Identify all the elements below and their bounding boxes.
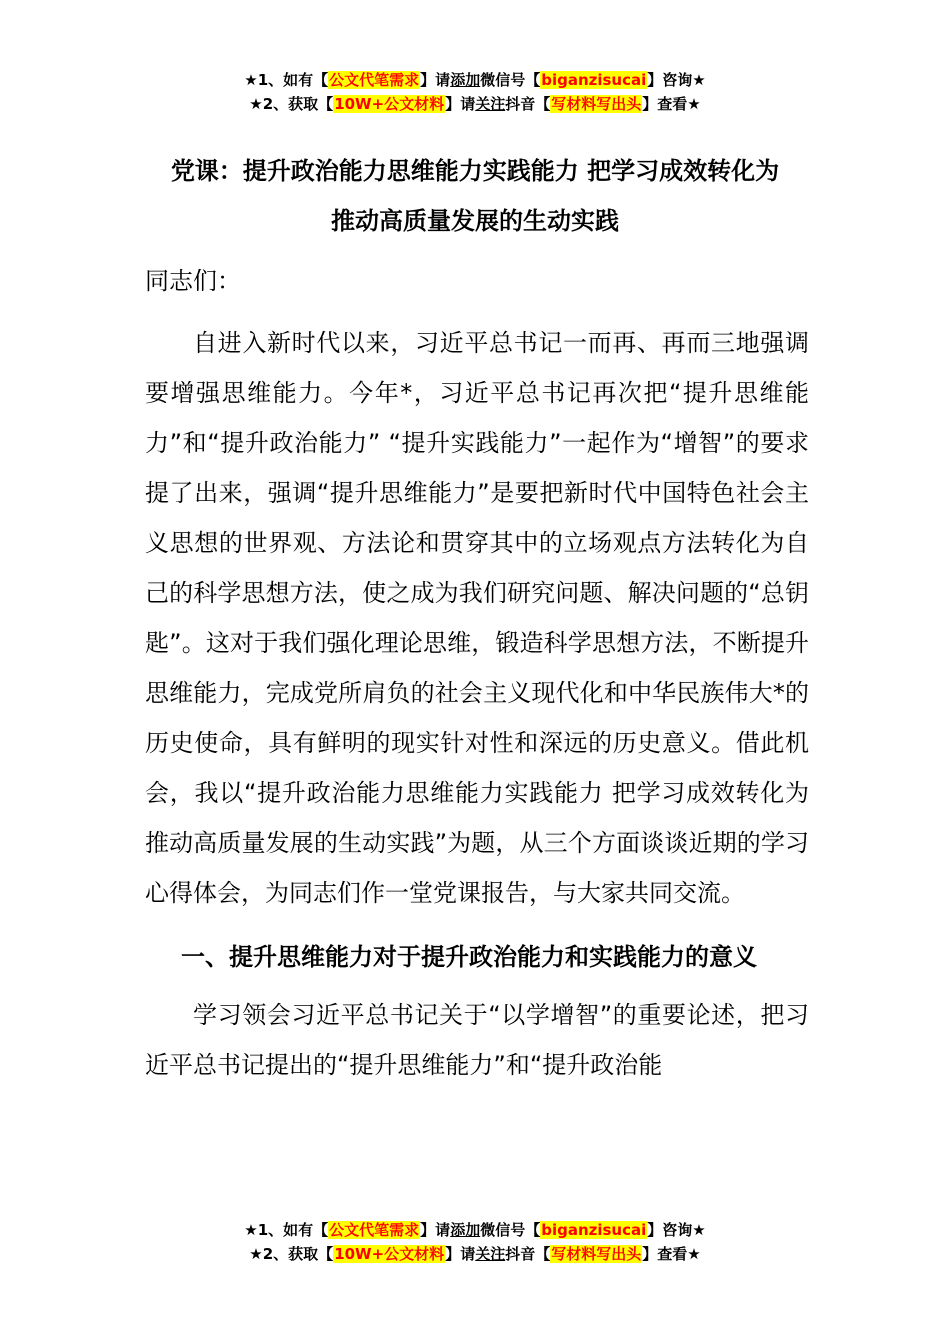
notice-highlight-wechat-id: biganzisucai [541, 1221, 647, 1239]
notice-highlight-service: 公文代笔需求 [329, 1221, 420, 1239]
title-line-1: 党课：提升政治能力思维能力实践能力 把学习成效转化为 [170, 157, 780, 185]
header-notice [0, 68, 950, 116]
greeting: 同志们： [145, 267, 241, 295]
notice-line-1: ★1、如有【公文代笔需求】请添加微信号【biganzisucai】咨询★ [244, 71, 706, 89]
paragraph: 自进入新时代以来，习近平总书记一而再、再而三地强调要增强思维能力。今年*，习近平总书记再次把“提升思维能力”和“提升政治能力” “提升实践能力”一起作为“增智”的要求提了出来，强调“提升思维能力”是要把新时代中国特色社会主义思想的世界观、方法论和贯穿其中的立场观点方法转化为自己的科学思想方法，使之成为我们研究问题、解决问题的“总钥匙”。这对于我们强化理论思维，锻造科学思想方法，不断提升思维能力，完成党所肩负的社会主义现代化和中华民族伟大*的历史使命，具有鲜明的现实针对性和深远的历史意义。借此机会，我以“提升政治能力思维能力实践能力 把学习成效转化为推动高质量发展的生动实践”为题，从三个方面谈谈近期的学习心得体会，为同志们作一堂党课报告，与大家共同交流。 [145, 329, 809, 907]
notice-highlight-wechat-id: biganzisucai [541, 71, 647, 89]
notice-highlight-materials: 10W+公文材料 [334, 1245, 445, 1263]
document-body [145, 256, 809, 1090]
notice-line-2: ★2、获取【10W+公文材料】请关注抖音【写材料写出头】查看★ [249, 95, 701, 113]
notice-line-2: ★2、获取【10W+公文材料】请关注抖音【写材料写出头】查看★ [249, 1245, 701, 1263]
section-heading: 一、提升思维能力对于提升政治能力和实践能力的意义 [181, 943, 757, 971]
notice-highlight-douyin: 写材料写出头 [551, 95, 642, 113]
footer-notice [0, 1218, 950, 1266]
title-line-2: 推动高质量发展的生动实践 [331, 207, 619, 235]
notice-highlight-douyin: 写材料写出头 [551, 1245, 642, 1263]
notice-line-1: ★1、如有【公文代笔需求】请添加微信号【biganzisucai】咨询★ [244, 1221, 706, 1239]
notice-highlight-materials: 10W+公文材料 [334, 95, 445, 113]
paragraph: 学习领会习近平总书记关于“以学增智”的重要论述，把习近平总书记提出的“提升思维能力”和“提升政治能 [145, 1001, 809, 1079]
document-title [140, 146, 810, 246]
notice-highlight-service: 公文代笔需求 [329, 71, 420, 89]
